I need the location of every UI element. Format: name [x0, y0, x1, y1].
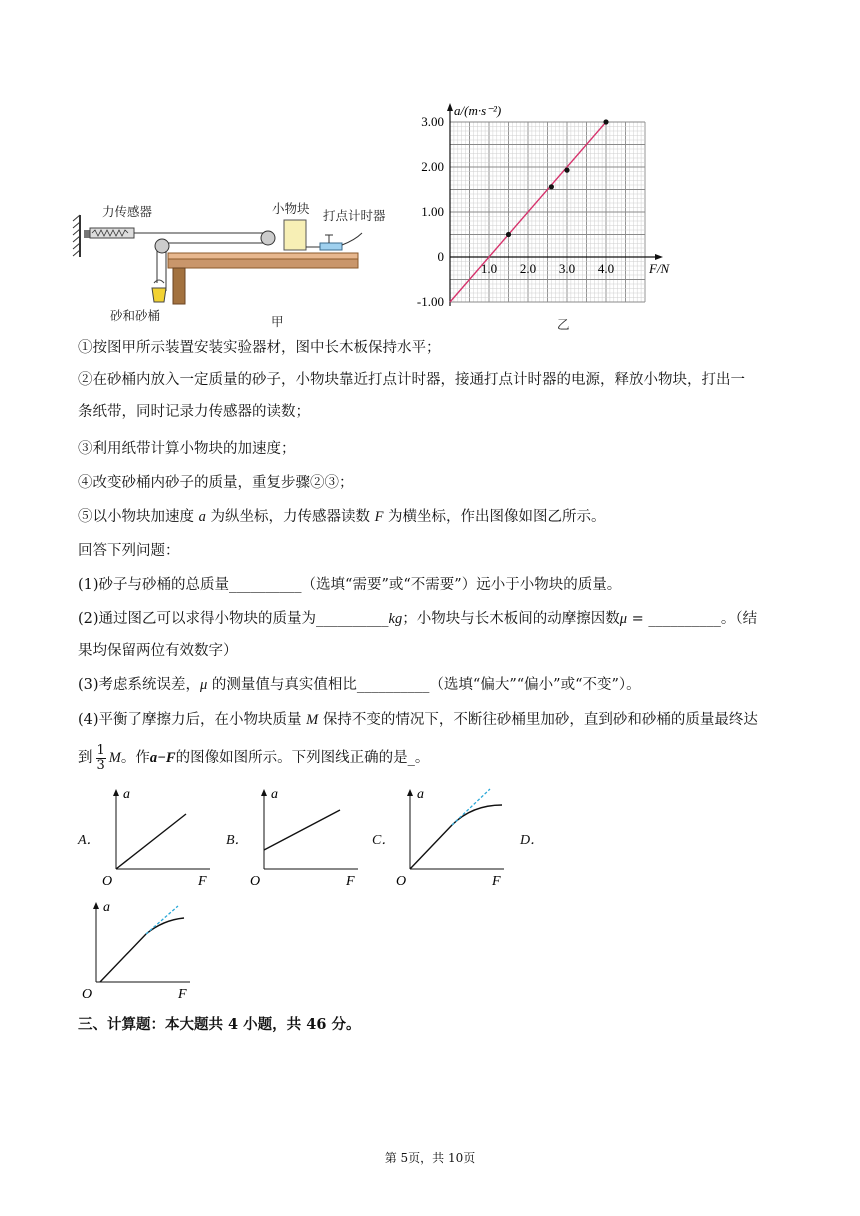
left-pulley [155, 239, 169, 253]
q2-text1: (2)通过图乙可以求得小物块的质量为__________ [78, 611, 389, 627]
dot-timer [320, 233, 362, 250]
q3-text2: 的测量值与真实值相比__________（选填“偏大”“偏小”或“不变”）。 [207, 677, 641, 693]
question-1: (1)砂子与砂桶的总质量__________（选填“需要”或“不需要”）远小于小物块的质量。 [78, 577, 622, 593]
q2-text3: = __________。（结 [627, 611, 758, 627]
y-tick-label: 1.00 [421, 204, 444, 219]
frac-den: 3 [96, 757, 105, 773]
data-point [506, 232, 511, 237]
right-pulley [261, 231, 275, 245]
option-b-line [264, 810, 340, 850]
step-5 [78, 507, 790, 527]
step5-text3: 为横坐标，作出图像如图乙所示。 [383, 509, 606, 525]
wall [73, 215, 80, 257]
x-axis-arrow [655, 254, 663, 260]
option-a-graph [98, 785, 218, 890]
label-dot-timer: 打点计时器 [323, 208, 386, 223]
q4-text1: (4)平衡了摩擦力后，在小物块质量 [78, 712, 307, 728]
option-a-label: A． [78, 833, 101, 848]
a-F-graph [410, 95, 690, 315]
question-3 [78, 675, 790, 695]
step5-text2: 为纵坐标，力传感器读数 [205, 509, 375, 525]
q4-var-M: M [306, 712, 319, 728]
y-axis-arrow [447, 103, 453, 111]
label-sand-bucket: 砂和砂桶 [110, 308, 161, 323]
caption-yi: 乙 [557, 317, 570, 332]
option-d-origin: O [82, 987, 93, 1002]
data-point [564, 168, 569, 173]
small-block [284, 220, 306, 250]
frac-num: 1 [96, 742, 105, 758]
data-point [603, 119, 608, 124]
option-b-origin: O [250, 874, 261, 889]
step-3: ③利用纸带计算小物块的加速度； [78, 441, 296, 457]
q4-text2: 保持不变的情况下，不断往砂桶里加砂，直到砂和砂桶的质量最终达 [318, 712, 758, 728]
y-tick-label: 2.00 [421, 159, 444, 174]
y-tick-label: 3.00 [421, 114, 444, 129]
x-tick-label: 2.0 [519, 261, 537, 276]
origin-label: 0 [437, 249, 444, 264]
sand-bucket [152, 280, 166, 302]
q4-text5: 的图像如图所示。下列图线正确的是_。 [175, 750, 430, 766]
option-c-axis-a: a [417, 787, 424, 802]
option-b-axis-F: F [346, 874, 355, 889]
section-3-heading: 三、计算题：本大题共 4 小题，共 46 分。 [78, 1016, 361, 1033]
answer-intro: 回答下列问题： [78, 543, 180, 559]
question-2 [78, 609, 790, 629]
var-F: F [374, 509, 384, 525]
step-1: ①按图甲所示装置安装实验器材，图中长木板保持水平； [78, 340, 441, 356]
option-c-curve [410, 805, 502, 869]
y-axis-label: a/(m·s⁻²) [454, 103, 502, 118]
step-2: ②在砂桶内放入一定质量的砂子，小物块靠近打点计时器，接通打点计时器的电源，释放小物块，打出一 [78, 372, 745, 388]
option-c-label: C． [372, 833, 396, 848]
q4-expr: a−F [149, 750, 176, 766]
option-d-axis-F: F [178, 987, 187, 1002]
option-a-line [116, 814, 186, 869]
q2-text2: ；小物块与长木板间的动摩擦因数 [402, 611, 620, 627]
q3-text1: (3)考虑系统误差， [78, 677, 201, 693]
option-a-axis-F: F [198, 874, 207, 889]
question-4-cont [78, 741, 790, 775]
q2-unit: kg [388, 611, 403, 627]
option-c-axis-F: F [492, 874, 501, 889]
option-b-label: B． [226, 833, 249, 848]
question-2-cont: 果均保留两位有效数字） [78, 643, 238, 659]
option-c-graph [392, 785, 512, 890]
option-a-axis-a: a [123, 787, 130, 802]
table [168, 253, 358, 304]
y-tick-label: -1.00 [416, 294, 444, 309]
caption-jia: 甲 [271, 314, 284, 329]
x-tick-label: 1.0 [480, 261, 498, 276]
x-tick-label: 4.0 [597, 261, 615, 276]
question-4 [78, 710, 790, 730]
x-tick-label: 3.0 [558, 261, 576, 276]
q4-var-M2: M [108, 750, 121, 766]
step-4: ④改变砂桶内砂子的质量，重复步骤②③； [78, 475, 354, 491]
option-d-graph [78, 898, 198, 1003]
option-d-axis-a: a [103, 900, 110, 915]
q4-text3: 到 [78, 750, 93, 766]
page-footer: 第 5页，共 10页 [384, 1151, 476, 1165]
label-small-block: 小物块 [272, 201, 310, 216]
fraction-one-third [96, 744, 106, 773]
q3-mu: μ [200, 677, 208, 693]
var-a: a [198, 509, 206, 525]
option-d-curve [100, 918, 184, 982]
data-point [549, 184, 554, 189]
x-axis-label: F/N [649, 261, 670, 276]
option-b-axis-a: a [271, 787, 278, 802]
q4-text4: 。作 [120, 750, 150, 766]
q2-mu: μ [619, 611, 628, 627]
step5-text1: ⑤以小物块加速度 [78, 509, 199, 525]
option-c-origin: O [396, 874, 407, 889]
label-force-sensor: 力传感器 [102, 204, 153, 219]
step-2-cont: 条纸带，同时记录力传感器的读数； [78, 404, 310, 420]
option-a-origin: O [102, 874, 113, 889]
option-b-graph [246, 785, 366, 890]
option-d-label: D． [520, 833, 545, 848]
